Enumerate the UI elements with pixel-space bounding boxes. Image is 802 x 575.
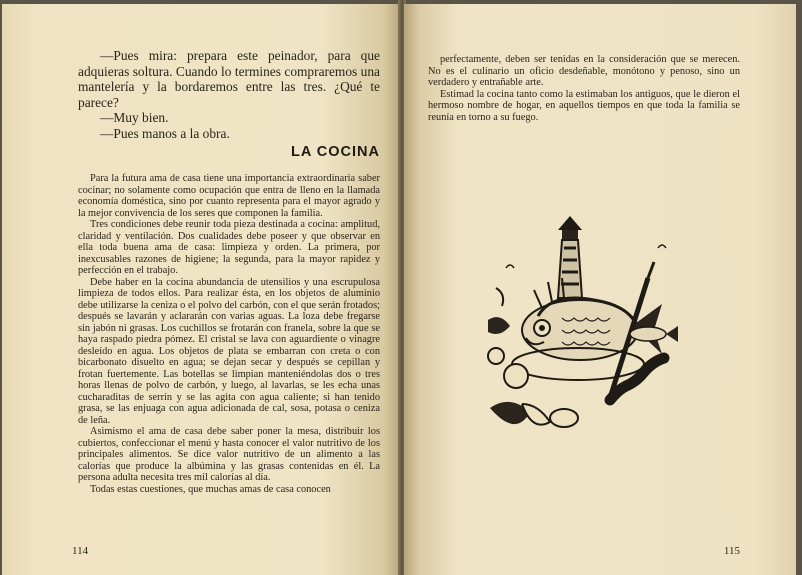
- body-text: [428, 54, 740, 123]
- paragraph: Estimad la cocina tanto como la estimaban los antiguos, que le dieron el hermoso nombre de hogar, en aquellos tiempos en que toda la familia se reunía en torno a su fuego.: [428, 88, 740, 123]
- dialogue-line: —Muy bien.: [100, 110, 169, 126]
- paragraph: Para la futura ama de casa tiene una importancia extraordinaria saber cocinar; no solamente como ocupación que entra de lleno en la llamada economía doméstica, sino por cuanto representa para el mayor agrado y la mejor convivencia de los seres que componen la familia.: [78, 173, 380, 219]
- paragraph: Debe haber en la cocina abundancia de utensilios y una escrupulosa limpieza de todos ellos. Para realizar ésta, en los objetos de aluminio debe utilizarse la ceniza o el polvo del carbón, con el que serán frotados; después se lavarán y aclararán con varias aguas. La loza debe fregarse sin jabón ni grasas. Los cuchillos se frotarán con franela, sobre la que se haya raspado piedra pómez. El cristal se lava con aguardiente o vinagre desleído en agua. Los objetos de plata se embarran con creta o con bicarbonato disuelto en agua; se dejan secar y después se cepillan y frotan fuertemente. Las botellas se limpian manteniéndolas dos o tres horas llenas de polvo de carbón, y luego, al lavarlas, se les echa unas cucharaditas de serrín y se las agita con agua caliente; si han tenido grasa, se las enjuaga con agua adicionada de cal, sosa, potasa o ceniza de leña.: [78, 276, 380, 426]
- page-number: 114: [72, 545, 89, 557]
- dialogue-line: —Pues mira: prepara este peinador, para que adquieras soltura. Cuando lo termines compraremos una mantelería y la bordaremos entre las tres. ¿Qué te parece?: [78, 48, 380, 110]
- paragraph: Tres condiciones debe reunir toda pieza destinada a cocina: amplitud, claridad y ventilación. Dos cualidades debe poseer y que observar en ella toda buena ama de casa: limpieza y orden. La primera, por inexcusables razones de higiene; la segunda, para la mayor rapidez y perfección en el trabajo.: [78, 219, 380, 277]
- dialogue-block: [78, 48, 380, 142]
- section-heading: LA COCINA: [290, 144, 380, 160]
- page-number: 115: [723, 545, 740, 557]
- kitchen-still-life-illustration: [482, 208, 692, 444]
- paragraph: perfectamente, deben ser tenidas en la consideración que se merecen. No es el culinario un oficio desdeñable, monótono y penoso, sino un verdadero y entrañable arte.: [428, 54, 740, 88]
- left-page: [2, 4, 400, 575]
- right-page: [404, 4, 796, 575]
- dialogue-line: —Pues manos a la obra.: [100, 125, 230, 141]
- paragraph: Asimismo el ama de casa debe saber poner la mesa, distribuir los cubiertos, confeccionar el menú y hasta conocer el valor nutritivo de los principales alimentos. Se dice valor nutritivo de un alimento a las calorías que produce la albúmina y las grasas contenidas en él. La persona adulta necesita tres mil calorías al día.: [78, 426, 380, 484]
- paragraph: Todas estas cuestiones, que muchas amas de casa conocen: [90, 483, 331, 495]
- body-text: [78, 173, 380, 495]
